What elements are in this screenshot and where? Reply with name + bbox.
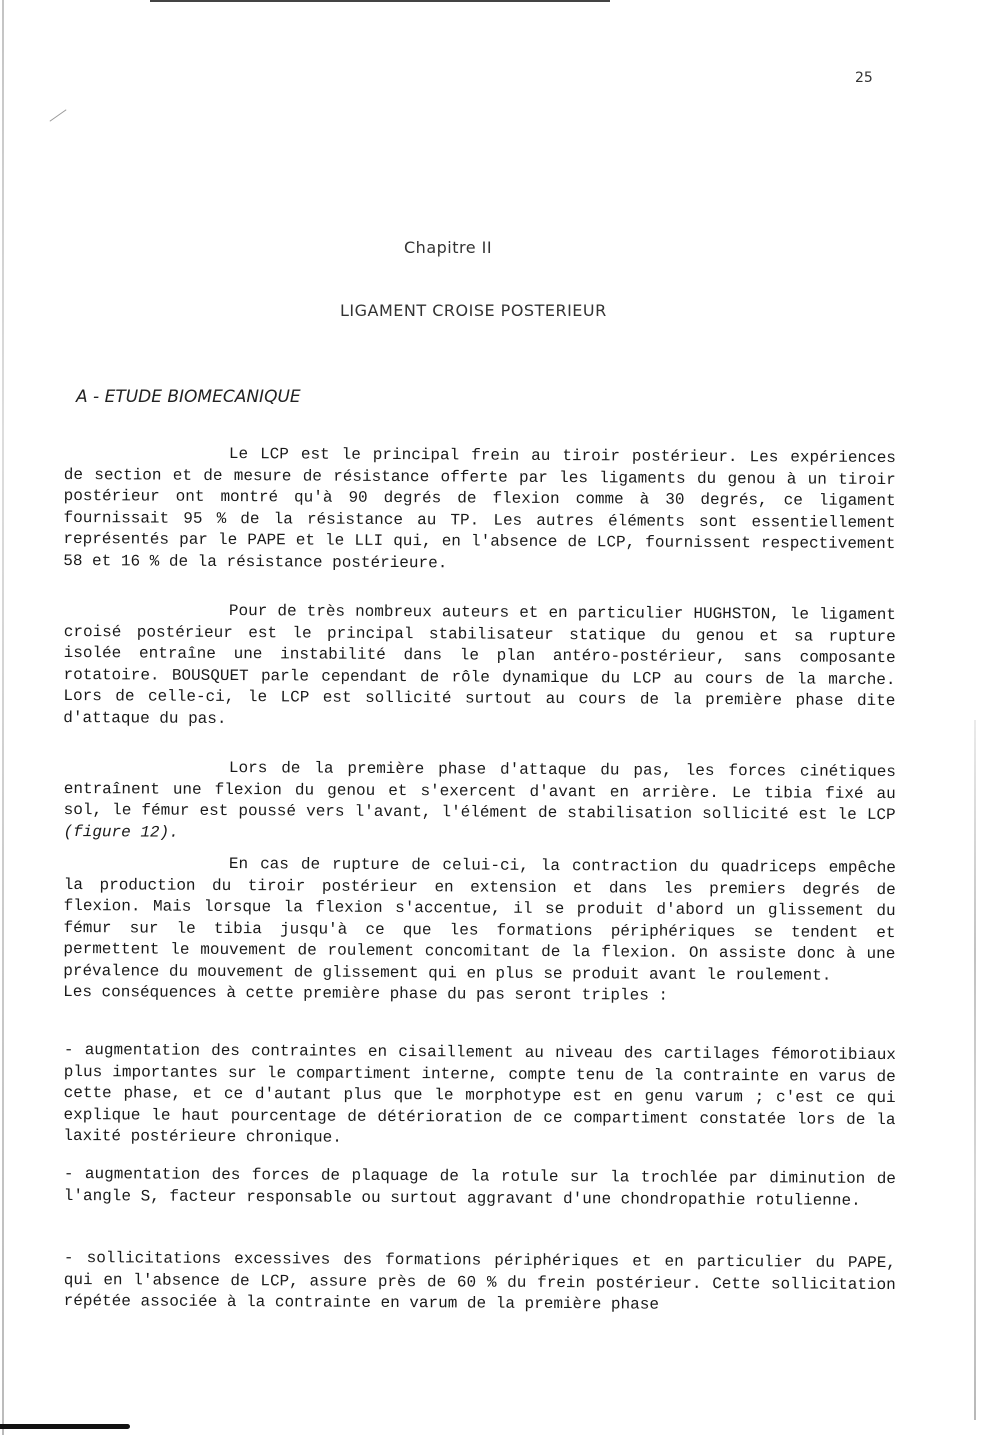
section-heading: A - ETUDE BIOMECANIQUE	[76, 387, 301, 407]
scan-top-border	[150, 0, 610, 2]
paragraph	[63, 757, 896, 848]
chapter-subtitle: LIGAMENT CROISE POSTERIEUR	[340, 301, 607, 320]
scan-left-edge	[2, 0, 4, 1435]
figure-reference: (figure 12).	[63, 822, 179, 842]
paragraph: Pour de très nombreux auteurs et en particulier HUGHSTON, le ligament croisé postérieur est le principal stabilisateur statique du genou et sa rupture isolée entraîne une instabilité dans le plan antéro-postérieur, sans composante rotatoire. BOUSQUET parle cependant de rôle dynamique du LCP au cours de la marche. Lors de celle-ci, le LCP est sollicité surtout au cours de la première phase dite d'attaque du pas.	[63, 602, 896, 728]
page-number: 25	[855, 70, 873, 86]
list-item-2-block	[64, 1164, 896, 1212]
paragraph: En cas de rupture de celui-ci, la contraction du quadriceps empêche la production du tiroir postérieur en extension et dans les premiers degrés de flexion. Mais lorsque la flexion s'accentue, il se produit d'abord un glissement du fémur sur le tibia jusqu'à ce que les formations périphériques se tendent et permettent le mouvement de roulement concomitant de la flexion. On assiste donc à une prévalence du mouvement de glissement qui en plus se produit avant le roulement.	[63, 855, 896, 985]
chapter-title: Chapitre II	[404, 238, 493, 257]
list-item-3-block	[64, 1248, 896, 1318]
list-item: - augmentation des forces de plaquage de la rotule sur la trochlée par diminution de l'angle S, facteur responsable ou surtout aggravant d'une chondropathie rotulienne.	[63, 1165, 896, 1210]
paragraph: Les conséquences à cette première phase du pas seront triples :	[63, 982, 669, 1005]
paragraph-4-block	[63, 853, 896, 1009]
list-item: - sollicitations excessives des formations périphériques et en particulier du PAPE, qui en l'absence de LCP, assure près de 60 % du frein postérieur. Cette sollicitation répétée associée à la contrainte en varum de la première phase	[63, 1249, 896, 1314]
list-item-1-block	[63, 1040, 896, 1153]
paragraph-text: Lors de la première phase d'attaque du pas, les forces cinétiques entraînent une flexion du genou et s'exercent d'avant en arrière. Le tibia fixé au sol, le fémur est poussé vers l'avant, l'élément de stabilisation sollicité est le LCP	[63, 759, 896, 825]
scan-bottom-mark	[0, 1424, 130, 1429]
scan-right-edge	[974, 720, 976, 1420]
list-item: - augmentation des contraintes en cisaillement au niveau des cartilages fémorotibiaux plus importantes sur le compartiment interne, compte tenu de la contrainte en varus de cette phase, et ce d'autant plus que le morphotype est en genu varum ; c'est ce qui explique le haut pourcentage de détérioration de ce compartiment constatée lors de la laxité postérieure chronique.	[63, 1041, 896, 1147]
paragraph-1-block	[63, 443, 896, 577]
paragraph: Le LCP est le principal frein au tiroir postérieur. Les expériences de section et de mesure de résistance offerte par les ligaments du genou à un tiroir postérieur ont montré qu'à 90 degrés de flexion comme à 30 degrés, ce ligament fournissait 95 % de la résistance au TP. Les autres éléments sont essentiellement représentés par le PAPE et le LLI qui, en l'absence de LCP, fournissent respectivement 58 et 16 % de la résistance postérieure.	[63, 445, 896, 572]
scan-mark	[50, 109, 67, 121]
paragraph-3-block	[63, 757, 896, 848]
paragraph-2-block	[63, 600, 896, 734]
